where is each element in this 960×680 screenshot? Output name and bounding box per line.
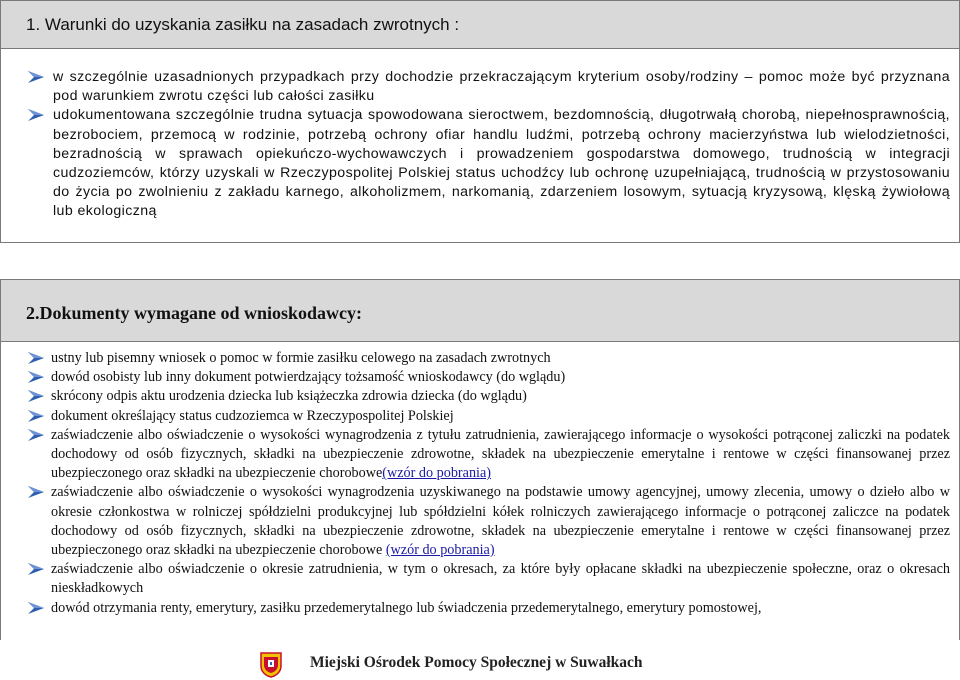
arrow-bullet-icon bbox=[28, 410, 44, 422]
arrow-bullet-icon bbox=[28, 71, 44, 83]
conditions-list bbox=[1, 49, 959, 222]
document-item-text: skrócony odpis aktu urodzenia dziecka lub książeczka zdrowia dziecka (do wglądu) bbox=[51, 388, 527, 405]
download-template-link[interactable]: (wzór do pobrania) bbox=[385, 542, 495, 559]
document-item-text: ustny lub pisemny wniosek o pomoc w formie zasiłku celowego na zasadach zwrotnych bbox=[51, 350, 551, 366]
arrow-bullet-icon bbox=[28, 352, 44, 364]
document-item bbox=[1, 599, 959, 618]
arrow-bullet-icon bbox=[28, 602, 44, 614]
document-item bbox=[1, 407, 959, 426]
document-item-text: dowód otrzymania renty, emerytury, zasiłku przedemerytalnego lub świadczenia przedemerytalnego, emerytury pomostowej, bbox=[51, 599, 762, 616]
document-item bbox=[1, 483, 959, 560]
conditions-section bbox=[0, 0, 960, 243]
documents-section bbox=[0, 279, 960, 640]
document-item bbox=[1, 349, 959, 368]
arrow-bullet-icon bbox=[28, 390, 44, 402]
arrow-bullet-icon bbox=[28, 486, 44, 498]
document-item-text: zaświadczenie albo oświadczenie o wysokości wynagrodzenia z tytułu zatrudnienia, zawierającego informacje o wysokości potrąconej zaliczki na podatek dochodowy od osób fizycznych, składki na ubezpieczenie zdrowotne, składek na ubezpieczenie emerytalne i rentowe w części finansowanej przez ubezpieczonego oraz składki na ubezpieczenie chorobowe bbox=[51, 426, 950, 482]
document-item-text: dowód osobisty lub inny dokument potwierdzający tożsamość wnioskodawcy (do wglądu) bbox=[51, 369, 566, 386]
documents-heading: 2.Dokumenty wymagane od wnioskodawcy: bbox=[1, 280, 959, 342]
conditions-heading: 1. Warunki do uzyskania zasiłku na zasadach zwrotnych : bbox=[1, 1, 959, 49]
footer-institution-name: Miejski Ośrodek Pomocy Społecznej w Suwałkach bbox=[310, 654, 643, 671]
condition-item bbox=[1, 106, 959, 221]
documents-list bbox=[1, 342, 959, 618]
arrow-bullet-icon bbox=[28, 429, 44, 441]
document-item bbox=[1, 368, 959, 387]
document-item-text: zaświadczenie albo oświadczenie o okresie zatrudnienia, w tym o okresach, za które były opłacane składki na ubezpieczenie społeczne, oraz o okresach nieskładkowych bbox=[51, 561, 950, 597]
document-item-text: dokument określający status cudzoziemca w Rzeczypospolitej Polskiej bbox=[51, 407, 454, 424]
arrow-bullet-icon bbox=[28, 371, 44, 383]
document-item bbox=[1, 426, 959, 484]
condition-item-text: w szczególnie uzasadnionych przypadkach przy dochodzie przekraczającym kryterium osoby/rodziny – pomoc może być przyznana pod warunkiem zwrotu części lub całości zasiłku bbox=[53, 69, 950, 105]
document-item bbox=[1, 387, 959, 406]
document-item bbox=[1, 560, 959, 598]
condition-item-text: udokumentowana szczególnie trudna sytuacja spowodowana sieroctwem, bezdomnością, długotrwałą chorobą, niepełnosprawnością, bezrobociem, przemocą w rodzinie, potrzebą ochrony ofiar handlu ludźmi, potrzebą ochrony macierzyństwa lub wielodzietności, bezradnością w sprawach opiekuńczo-wychowawczych i prowadzeniem gospodarstwa domowego, trudnością w integracji cudzoziemców, którzy uzyskali w Rzeczypospolitej Polskiej status uchodźcy lub ochronę uzupełniającą, trudnością w przystosowaniu do życia po zwolnieniu z zakładu karnego, alkoholizmem, narkomanią, zdarzeniem losowym, sytuacją kryzysową, klęską żywiołową lub ekologiczną bbox=[53, 107, 950, 220]
document-item-text: zaświadczenie albo oświadczenie o wysokości wynagrodzenia uzyskiwanego na podstawie umowy agencyjnej, umowy zlecenia, umowy o dzieło albo w okresie członkostwa w rolniczej spółdzielni produkcyjnej lub spółdzielni kółek rolniczych zawierającego informacje o potrąconej zaliczce na podatek dochodowy od osób fizycznych, składki na ubezpieczenie zdrowotne, składek na ubezpieczenie emerytalne i rentowe w części finansowanej przez ubezpieczonego oraz składki na ubezpieczenie chorobowe bbox=[51, 484, 950, 559]
footer bbox=[0, 640, 960, 680]
condition-item bbox=[1, 68, 959, 106]
arrow-bullet-icon bbox=[28, 109, 44, 121]
city-crest-icon bbox=[260, 652, 282, 678]
download-template-link[interactable]: (wzór do pobrania) bbox=[382, 465, 492, 482]
arrow-bullet-icon bbox=[28, 563, 44, 575]
